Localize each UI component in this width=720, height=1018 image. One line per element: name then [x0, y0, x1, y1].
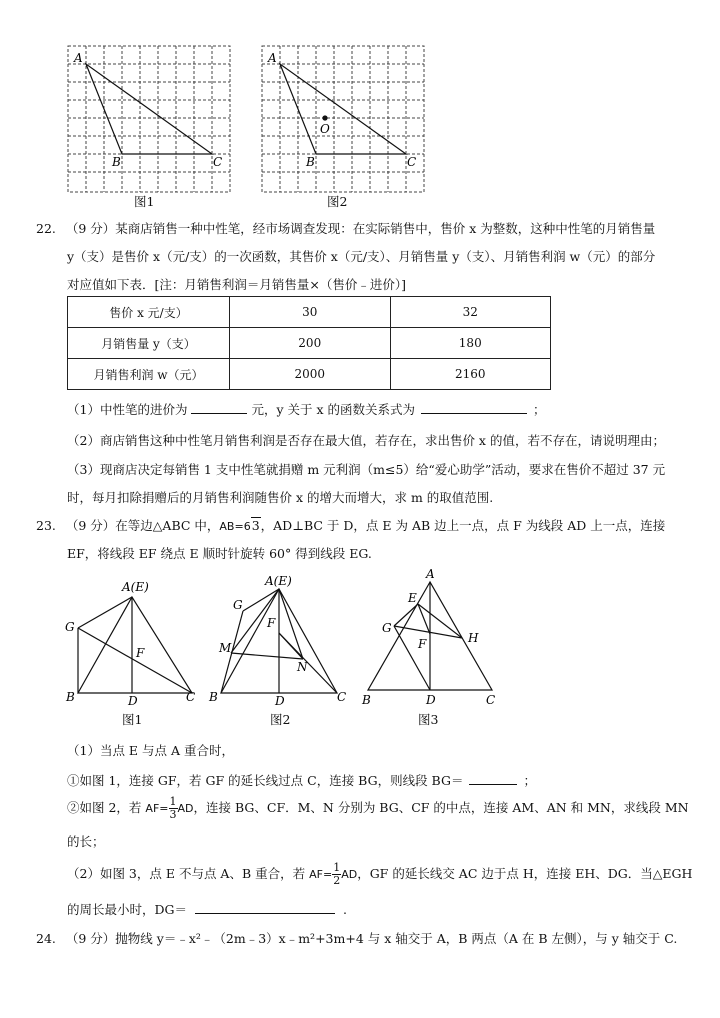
fig2-label-a: A(E) [265, 575, 292, 588]
q22-part-1-text-a: （1）中性笔的进价为 [67, 402, 188, 417]
fig3-caption: 图3 [418, 712, 439, 727]
q23-figure-2 [205, 575, 355, 725]
q23-sub-1-1-end: ； [523, 773, 536, 788]
table-cell: 2000 [230, 359, 391, 390]
table-cell: 180 [390, 328, 551, 359]
fig1-label-f: F [136, 646, 145, 660]
fig1-label-c: C [186, 690, 196, 704]
q23-sub-2-line-2 [67, 900, 720, 918]
fig2-caption: 图2 [270, 712, 291, 727]
grid2-label-b: B [306, 155, 315, 169]
table-cell: 200 [230, 328, 391, 359]
grid2-label-o: O [320, 122, 330, 136]
fraction-denominator: 2 [333, 874, 341, 887]
q22-part-1-text-c: ； [533, 402, 546, 417]
q22-line-2: y（支）是售价 x（元/支）的一次函数，其售价 x（元/支）、月销售量 y（支）、月销售利润 w（元）的部分 [67, 249, 656, 264]
fraction-one-third [169, 796, 178, 821]
q23-figure-1 [62, 575, 210, 725]
q23-text-1a: （9 分）在等边△ABC 中， [65, 518, 220, 533]
answer-blank[interactable] [191, 401, 247, 414]
grid2-label-a: A [268, 51, 277, 65]
q24-number: 24. [36, 931, 56, 946]
table-cell: 售价 x 元/支） [68, 297, 230, 328]
answer-blank[interactable] [469, 772, 517, 785]
ad-term: AD [341, 868, 358, 881]
q23-sub-2 [67, 862, 720, 887]
grid1-label-a: A [74, 51, 83, 65]
table-cell: 30 [230, 297, 391, 328]
fig2-label-d: D [275, 694, 285, 708]
q23-sub-1-2-text-a: ②如图 2，若 [67, 800, 142, 815]
table-row [68, 328, 551, 359]
answer-blank[interactable] [421, 401, 527, 414]
table-cell: 月销售量 y（支） [68, 328, 230, 359]
fraction-numerator: 1 [169, 795, 177, 808]
q23-sub-1-1-text: ①如图 1，连接 GF，若 GF 的延长线过点 C，连接 BG，则线段 BG＝ [67, 773, 464, 788]
q23-ab-equals: AB=6 [219, 520, 251, 533]
fig2-label-b: B [209, 690, 218, 704]
q22-value-table [67, 296, 551, 390]
q23-sqrt-value: 3 [251, 518, 260, 533]
q23-line-1 [36, 516, 720, 534]
af-equals: AF= [145, 802, 169, 815]
grid1-label-b: B [112, 155, 121, 169]
q24-line-1 [36, 929, 720, 947]
fig1-label-a: A(E) [122, 580, 149, 594]
fig1-label-b: B [66, 690, 75, 704]
fig3-label-b: B [362, 693, 371, 707]
fig1-caption: 图1 [122, 712, 143, 727]
q23-line-2: EF，将线段 EF 绕点 E 顺时针旋转 60° 得到线段 EG. [67, 546, 372, 561]
q22-text-1: （9 分）某商店销售一种中性笔，经市场调查发现：在实际销售中，售价 x 为整数，这种中性笔的月销售量 [65, 221, 656, 236]
grid-figure-1 [60, 40, 240, 200]
table-row [68, 359, 551, 390]
q22-line-1 [36, 219, 720, 237]
fraction-denominator: 3 [169, 808, 177, 821]
q23-sub-2-text-b: ，GF 的延长线交 AC 边于点 H，连接 EH、DG．当△EGH [357, 866, 693, 881]
fig3-label-h: H [468, 631, 479, 645]
fig2-label-c: C [337, 690, 347, 704]
q23-sub-1-2 [67, 796, 720, 821]
fig3-label-g: G [382, 621, 392, 635]
q23-text-1b: ，AD⊥BC 于 D，点 E 为 AB 边上一点，点 F 为线段 AD 上一点，连接 [260, 518, 666, 533]
fig3-label-e: E [408, 591, 417, 605]
fig2-label-n: N [297, 660, 308, 674]
grid2-caption: 图2 [327, 194, 348, 209]
fig2-label-g: G [233, 598, 243, 612]
fig3-label-a: A [426, 567, 435, 581]
af-equals: AF= [309, 868, 333, 881]
fig2-label-f: F [267, 616, 276, 630]
q23-sub-1-1 [67, 771, 720, 789]
table-cell: 2160 [390, 359, 551, 390]
point-o-dot [322, 115, 327, 120]
q22-part-2: （2）商店销售这种中性笔月销售利润是否存在最大值，若存在，求出售价 x 的值，若不存在，请说明理由； [67, 433, 665, 448]
q23-sub-1-2-line-2: 的长； [67, 834, 105, 849]
q22-line-3: 对应值如下表．[注：月销售利润＝月销售量×（售价﹣进价）] [67, 277, 406, 292]
q22-number: 22. [36, 221, 56, 236]
fig1-label-d: D [128, 694, 138, 708]
table-cell: 32 [390, 297, 551, 328]
q22-part-1 [67, 400, 720, 418]
table-row [68, 297, 551, 328]
fig3-label-d: D [426, 693, 436, 707]
q24-text: （9 分）抛物线 y＝﹣x²﹣（2m﹣3）x﹣m²+3m+4 与 x 轴交于 A，B 两点（A 在 B 左侧），与 y 轴交于 C. [65, 931, 678, 946]
q23-number: 23. [36, 518, 56, 533]
q22-part-1-text-b: 元，y 关于 x 的函数关系式为 [251, 402, 416, 417]
q23-sub-1-2-text-b: ，连接 BG、CF．M、N 分别为 BG、CF 的中点，连接 AM、AN 和 MN，求线段 MN [193, 800, 689, 815]
fraction-numerator: 1 [333, 861, 341, 874]
fig2-label-m: M [219, 641, 232, 655]
grid1-label-c: C [213, 155, 223, 169]
q23-sub-2-text-c: 的周长最小时，DG＝ [67, 902, 188, 917]
q23-sub-2-text-a: （2）如图 3，点 E 不与点 A、B 重合，若 [67, 866, 306, 881]
q22-part-3-line-2: 时，每月扣除捐赠后的月销售利润随售价 x 的增大而增大，求 m 的取值范围. [67, 490, 494, 505]
grid2-label-c: C [407, 155, 417, 169]
fraction-one-half [332, 862, 341, 887]
q23-figure-3 [358, 566, 506, 726]
q23-sub-2-end: . [343, 902, 347, 917]
ad-term: AD [177, 802, 194, 815]
grid1-caption: 图1 [134, 194, 155, 209]
fig1-label-g: G [65, 620, 75, 634]
grid-figure-2 [254, 40, 434, 200]
table-cell: 月销售利润 w（元） [68, 359, 230, 390]
q23-sub-1: （1）当点 E 与点 A 重合时， [67, 743, 234, 758]
fig3-label-f: F [418, 637, 427, 651]
fig3-label-c: C [486, 693, 496, 707]
q22-part-3-line-1: （3）现商店决定每销售 1 支中性笔就捐赠 m 元利润（m≤5）给“爱心助学”活动，要求在售价不超过 37 元 [67, 462, 666, 477]
answer-blank[interactable] [195, 901, 335, 914]
